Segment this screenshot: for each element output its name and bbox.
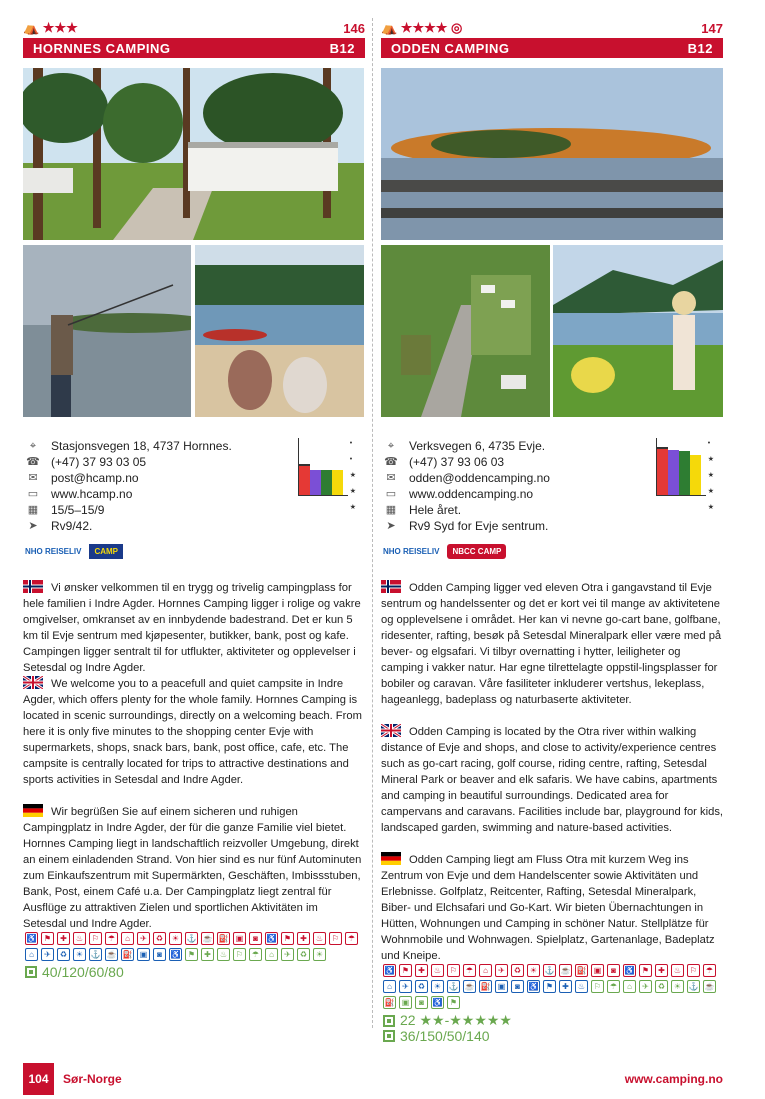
title-bar	[23, 38, 365, 58]
listing-hornnes	[23, 18, 365, 58]
facility-icon: ☕	[704, 982, 715, 991]
facility-icon: ☕	[560, 966, 571, 975]
facility-icon: ⚑	[185, 948, 198, 961]
description-english	[381, 724, 723, 836]
description-english	[23, 676, 364, 788]
contact-info	[25, 438, 285, 534]
rating-bar	[321, 470, 332, 495]
facility-icon: ⚐	[447, 964, 460, 977]
facility-icon: ☂	[607, 980, 620, 993]
facility-icon: ☕	[106, 950, 117, 959]
direction-arrow-icon: ➤	[28, 520, 38, 532]
facility-icon: ⛽	[384, 998, 395, 1007]
partner-logos	[383, 544, 506, 559]
units: 22 ★★-★★★★★	[400, 1012, 512, 1028]
description-german	[23, 804, 364, 932]
norway-flag-icon	[381, 580, 401, 593]
contact-info	[383, 438, 643, 534]
map-code: B12	[329, 40, 355, 56]
facility-icon: ☀	[671, 980, 684, 993]
photo-campsite-trees	[23, 68, 364, 240]
facility-icon: ☂	[463, 964, 476, 977]
rating-bar	[299, 464, 310, 495]
capacity-line	[383, 1028, 490, 1044]
facility-icon: ⚓	[448, 982, 459, 991]
facility-icon: ◙	[415, 996, 428, 1009]
photo-fishing	[23, 245, 191, 417]
listing-header-row	[381, 18, 723, 38]
description-norwegian	[381, 580, 723, 708]
facility-icon: ✚	[559, 980, 572, 993]
facility-icon: ♨	[217, 948, 230, 961]
norwegian-text: Odden Camping ligger ved eleven Otra i gangavstand til Evje sentrum og handelssenter og det er kort vei til mange av aktivitetene og opplevelsene i området. Her kan vi nevne go-cart bane, golfbane, ridesenter, rafting, besøk på Setesdal Mineralpark eller være med på bever- og elgsafari. Vi tilbyr overnatting i hytter, leiligheter og camping i vakker natur. Har egne tilrettelagte oppstil-lingsplasser for bobiler og caravan. Våre fasiliteter inkluderer vertshus, lekeplass, hageanlegg, badeplass og naturbaserte aktiviteter.	[381, 582, 722, 706]
facility-icon: ⛽	[218, 934, 229, 943]
facility-icon: ⌂	[25, 948, 38, 961]
facility-icon: ⚓	[186, 934, 197, 943]
facility-icon: ⚓	[544, 966, 555, 975]
facility-icon: ♻	[153, 932, 166, 945]
facility-icon: ✚	[201, 948, 214, 961]
cabin-icon	[383, 1015, 395, 1027]
rating-stars: ⛺ ★★★★ ◎	[381, 20, 463, 35]
facility-icon: ♿	[528, 982, 539, 991]
facility-icon: ♿	[384, 966, 395, 975]
location-pin-icon: ⌖	[387, 440, 395, 452]
norwegian-text: Vi ønsker velkommen til en trygg og trivelig campingplass for hele familien i Indre Agder. Hornnes Camping ligger i rolige og vakre omgivelser, omkranset av en innbydende badestrand. Det er kun 5 km til Evje sentrum med kjøpesenter, butikker, bank, post og kafe. Campingen ligger sentralt til for utflukter, aktiviteter og opplevelser i Setesdal og Indre Agder.	[23, 582, 361, 674]
facility-icon: ☕	[202, 934, 213, 943]
website[interactable]: www.hcamp.no	[51, 487, 133, 501]
map-code: B12	[687, 40, 713, 56]
facility-icon: ☂	[703, 964, 716, 977]
facility-icon: ♨	[431, 964, 444, 977]
facility-icon: ⌂	[479, 964, 492, 977]
facility-icon: ♻	[511, 964, 524, 977]
facility-icon: ♨	[313, 932, 326, 945]
website[interactable]: www.oddencamping.no	[409, 487, 534, 501]
rating-bar	[690, 455, 701, 495]
facility-icon: ✈	[41, 948, 54, 961]
facility-icon: ▣	[591, 964, 604, 977]
facility-icon: ⚐	[329, 932, 342, 945]
facility-icon: ♻	[297, 948, 310, 961]
camp-name: HORNNES CAMPING	[33, 40, 171, 56]
rating-bar	[657, 447, 668, 495]
title-bar	[381, 38, 723, 58]
calendar-icon: ▦	[27, 504, 39, 516]
email[interactable]: post@hcamp.no	[51, 471, 139, 485]
facility-icon: ⌂	[121, 932, 134, 945]
facility-icon: ▣	[399, 996, 412, 1009]
norway-flag-icon	[23, 580, 43, 593]
season: 15/5–15/9	[51, 503, 105, 517]
facility-icon: ✚	[415, 964, 428, 977]
facility-icon: ✈	[281, 948, 294, 961]
location-pin-icon: ⌖	[29, 440, 37, 452]
rating-bars: • • ★ ★ ★	[298, 438, 348, 496]
capacity-line	[25, 964, 124, 980]
listing-number: 147	[701, 20, 723, 36]
facility-icon: ▣	[137, 948, 150, 961]
rating-bar	[310, 470, 321, 495]
facility-icon: ◙	[249, 932, 262, 945]
facility-icon: ⛽	[122, 950, 133, 959]
photo-aerial-camp	[381, 245, 550, 417]
facility-icon: ⚓	[90, 950, 101, 959]
page-number: 104	[23, 1063, 54, 1095]
nho-reiseliv-logo: NHO REISELIV	[25, 547, 82, 556]
description-norwegian	[23, 580, 364, 676]
facility-icon: ♨	[671, 964, 684, 977]
german-text: Odden Camping liegt am Fluss Otra mit kurzem Weg ins Zentrum von Evje und dem Handelscenter sowie Aktivitäten und Erlebnisse. Golfplatz, Reitcenter, Rafting, Setesdal Mineralpark, Biber- und Elchsafari und Go-Kart. Wir bieten Übernachtungen in Hütten, Wohnungen und Camping in schöner Natur. Stellplätze für Wohnmobile und Wohnwagen. Spielplatz, Gartenanlage, Badeplatz und Kneipe.	[381, 854, 715, 962]
rating-bars: • ★ ★ ★ ★	[656, 438, 706, 496]
camp-logo: CAMP	[89, 544, 123, 559]
facility-icon: ⌂	[623, 980, 636, 993]
facility-icon: ♻	[655, 980, 668, 993]
facility-icon: ☀	[73, 948, 86, 961]
facility-icons	[25, 932, 365, 961]
region-name: Sør-Norge	[63, 1072, 122, 1086]
web-icon: ▭	[385, 488, 397, 500]
uk-flag-icon	[381, 724, 401, 737]
facility-icon: ☀	[431, 980, 444, 993]
facility-icon: ⚑	[41, 932, 54, 945]
phone-icon: ☎	[384, 456, 398, 468]
facility-icons	[383, 964, 723, 1009]
facility-icon: ⛽	[480, 982, 491, 991]
capacity-icon	[383, 1030, 395, 1042]
facility-icon: ♻	[415, 980, 428, 993]
season: Hele året.	[409, 503, 462, 517]
facility-icon: ◙	[607, 964, 620, 977]
facility-icon: ⚐	[233, 948, 246, 961]
listing-odden	[381, 18, 723, 58]
rating-bar	[668, 450, 679, 495]
facility-icon: ⚑	[281, 932, 294, 945]
nho-reiseliv-logo: NHO REISELIV	[383, 547, 440, 556]
facility-icon: ☀	[169, 932, 182, 945]
facility-icon: ⚐	[687, 964, 700, 977]
facility-icon: ☀	[527, 964, 540, 977]
email-icon: ✉	[28, 472, 38, 484]
page-footer	[23, 1063, 723, 1099]
column-divider	[372, 18, 373, 1028]
facility-icon: ⛽	[576, 966, 587, 975]
germany-flag-icon	[381, 852, 401, 865]
direction-arrow-icon: ➤	[386, 520, 396, 532]
email-icon: ✉	[386, 472, 396, 484]
photo-kids-playing	[553, 245, 723, 417]
phone-icon: ☎	[26, 456, 40, 468]
uk-flag-icon	[23, 676, 43, 689]
capacity-icon	[25, 966, 37, 978]
rating-stars: ⛺ ★★★	[23, 20, 78, 35]
facility-icon: ▣	[233, 932, 246, 945]
photo-river-autumn	[381, 68, 723, 240]
facility-icon: ◙	[511, 980, 524, 993]
route: Rv9 Syd for Evje sentrum.	[409, 519, 549, 533]
facility-icon: ▣	[495, 980, 508, 993]
facility-icon: ♿	[432, 998, 443, 1007]
address: Verksvegen 6, 4735 Evje.	[409, 439, 546, 453]
listing-header-row	[23, 18, 365, 38]
english-text: We welcome you to a peacefull and quiet campsite in Indre Agder, which offers plenty for the whole family. Hornnes Camping is located in scenic surroundings, directly on a welcoming beach. From here it is only five minutes to the shopping center Evje with supermarkets, shops, snack bars, bank, post office, cafe, etc. The campsite is centrally located for trips to attractive destinations and sports activities in Setesdal and Indre Agder.	[23, 678, 362, 786]
facility-icon: ◙	[153, 948, 166, 961]
facility-icon: ☕	[464, 982, 475, 991]
facility-icon: ✈	[495, 964, 508, 977]
units-line	[383, 1012, 512, 1029]
facility-icon: ✈	[137, 932, 150, 945]
facility-icon: ♨	[73, 932, 86, 945]
route: Rv9/42.	[51, 519, 93, 533]
facility-icon: ⌂	[265, 948, 278, 961]
facility-icon: ⚑	[639, 964, 652, 977]
facility-icon: ✚	[57, 932, 70, 945]
facility-icon: ♨	[575, 980, 588, 993]
calendar-icon: ▦	[385, 504, 397, 516]
germany-flag-icon	[23, 804, 43, 817]
facility-icon: ⚐	[591, 980, 604, 993]
address: Stasjonsvegen 18, 4737 Hornnes.	[51, 439, 232, 453]
facility-icon: ⌂	[383, 980, 396, 993]
listing-number: 146	[343, 20, 365, 36]
facility-icon: ⚑	[543, 980, 556, 993]
facility-icon: ✈	[639, 980, 652, 993]
facility-icon: ☂	[249, 948, 262, 961]
facility-icon: ✚	[655, 964, 668, 977]
facility-icon: ☂	[345, 932, 358, 945]
facility-icon: ♿	[170, 950, 181, 959]
web-icon: ▭	[27, 488, 39, 500]
facility-icon: ✚	[297, 932, 310, 945]
facility-icon: ♿	[266, 934, 277, 943]
footer-website[interactable]: www.camping.no	[624, 1072, 723, 1086]
capacity: 36/150/50/140	[400, 1028, 490, 1044]
facility-icon: ⚓	[688, 982, 699, 991]
facility-icon: ⚑	[399, 964, 412, 977]
email[interactable]: odden@oddencamping.no	[409, 471, 550, 485]
facility-icon: ☂	[105, 932, 118, 945]
facility-icon: ♿	[624, 966, 635, 975]
rating-bar	[679, 451, 690, 495]
facility-icon: ⚑	[447, 996, 460, 1009]
nbcc-camp-logo: NBCC CAMP	[447, 544, 506, 559]
phone[interactable]: (+47) 37 93 06 03	[409, 455, 505, 469]
facility-icon: ♿	[26, 934, 37, 943]
capacity: 40/120/60/80	[42, 964, 124, 980]
description-german	[381, 852, 723, 964]
partner-logos	[25, 544, 123, 559]
facility-icon: ✈	[399, 980, 412, 993]
rating-bar	[332, 470, 343, 495]
facility-icon: ☀	[313, 948, 326, 961]
camp-name: ODDEN CAMPING	[391, 40, 510, 56]
photo-beach-girls	[195, 245, 364, 417]
phone[interactable]: (+47) 37 93 03 05	[51, 455, 147, 469]
english-text: Odden Camping is located by the Otra river within walking distance of Evje and shops, and close to activity/experience centres such as go-cart racing, golf course, riding centre, rafting, Setesdal Mineral Park or beaver and elk safaris. We have cabins, apartments and camping in beautiful surroundings. Dedicated area for campervans and caravans. Facilities include bar, playground for kids, landscaped garden, swimming and nature-based activities.	[381, 726, 724, 834]
facility-icon: ⚐	[89, 932, 102, 945]
facility-icon: ♻	[57, 948, 70, 961]
german-text: Wir begrüßen Sie auf einem sicheren und ruhigen Campingplatz in Indre Agder, der für die ganze Familie viel bietet. Hornnes Camping liegt in landschaftlich reizvoller Umgebung, direkt an einem einladenden Strand. Von hier sind es nur fünf Autominuten zum Einkaufszentrum mit Supermärkten, Geschäften, Imbissstuben, Bank, Post, einem Café u.a. Der Campingplatz liegt zentral für Ausflüge zu attraktiven Zielen und sportlichen Aktivitäten im Setesdal und Indre Agder.	[23, 806, 362, 930]
